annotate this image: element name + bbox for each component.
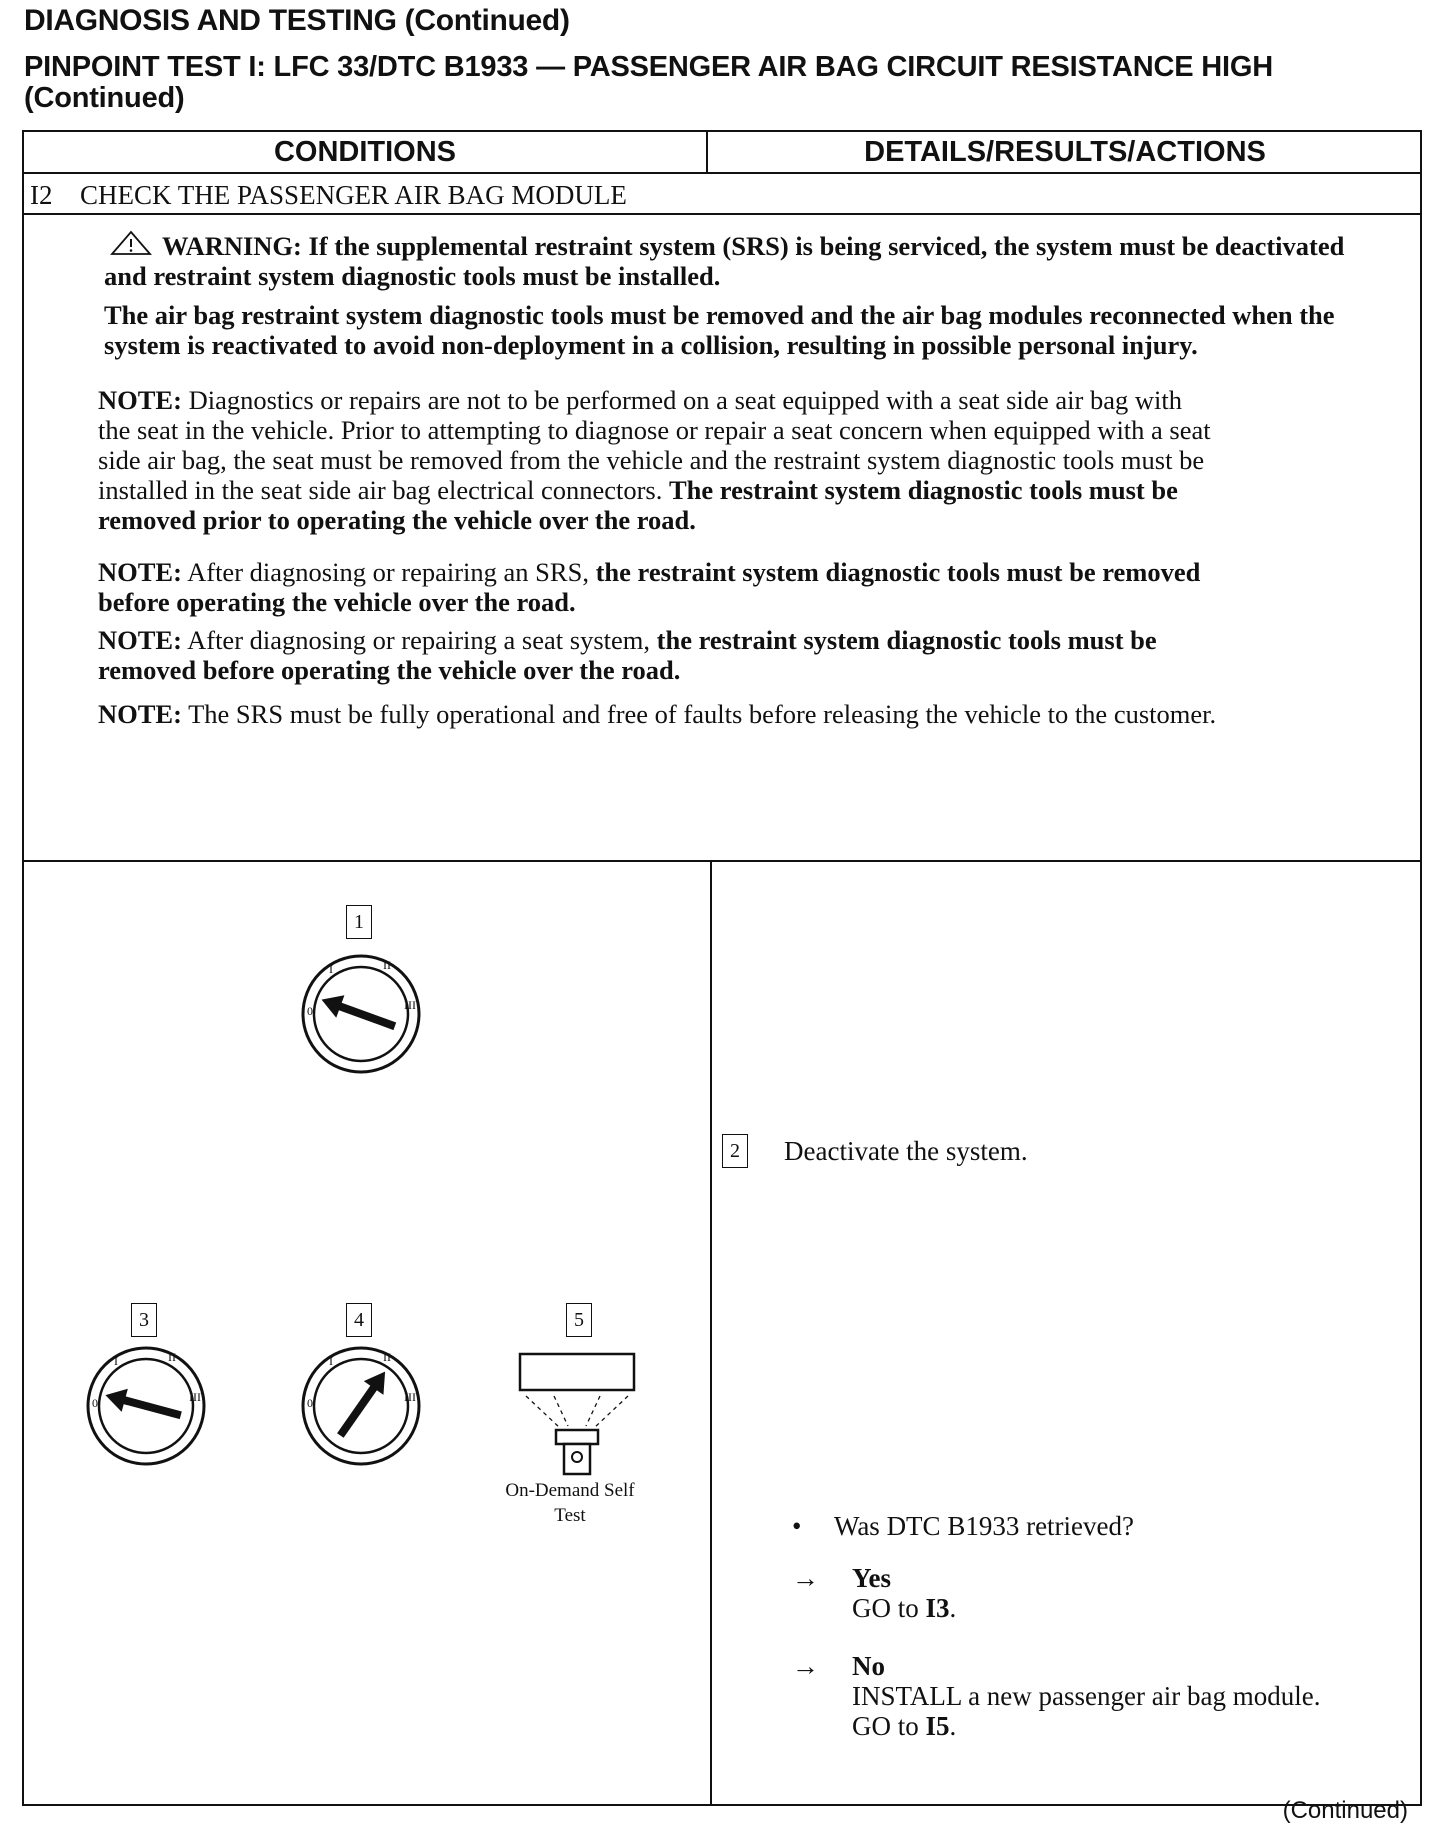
ignition-numeral: I	[329, 962, 333, 976]
note-emphasis: the restraint system diagnostic tools must be removed before operating the vehicle over the road.	[98, 625, 1157, 685]
note-emphasis: The restraint system diagnostic tools must be removed prior to operating the vehicle over the road.	[98, 475, 1178, 535]
action-text: GO to	[852, 1593, 919, 1623]
callout-2: 2	[722, 1134, 748, 1168]
ignition-numeral: II	[383, 958, 391, 972]
warning-text: If the supplemental restraint system (SRS) is being serviced, the system must be deactivated and restraint system diagnostic tools must be installed.	[104, 231, 1345, 291]
callout-4: 4	[346, 1303, 372, 1337]
note-paragraph	[98, 625, 1218, 685]
warning-label: WARNING:	[162, 231, 302, 261]
note-label: NOTE:	[98, 557, 182, 587]
note-paragraph	[98, 699, 1218, 729]
ignition-numeral: 0	[307, 1396, 313, 1410]
row-divider	[24, 172, 1420, 174]
note-text: The SRS must be fully operational and free of faults before releasing the vehicle to the customer.	[188, 699, 1217, 729]
ignition-numeral: 0	[307, 1004, 313, 1018]
action-suffix: .	[949, 1593, 957, 1623]
warning-triangle-icon	[110, 230, 152, 256]
ignition-switch-run-icon	[299, 1344, 423, 1468]
callout-3: 3	[131, 1303, 157, 1337]
ignition-switch-off-icon	[299, 952, 423, 1076]
yes-label: Yes	[852, 1563, 891, 1593]
warning-paragraph	[104, 230, 1364, 291]
note-text: After diagnosing or repairing a seat system,	[187, 625, 650, 655]
column-divider	[706, 132, 708, 172]
note-label: NOTE:	[98, 699, 182, 729]
bullet: •	[792, 1511, 802, 1541]
ignition-numeral: I	[329, 1354, 333, 1368]
note-text: Diagnostics or repairs are not to be performed on a seat equipped with a seat side air bag with the seat in the vehicle. Prior to attempting to diagnose or repair a seat concern when equipped with a seat side air bag, the seat must be removed from the vehicle and the restraint system diagnostic tools must be installed in the seat side air bag electrical connectors.	[98, 385, 1211, 505]
callout-5: 5	[566, 1303, 592, 1337]
no-action	[852, 1711, 956, 1741]
column-header-conditions: CONDITIONS	[273, 135, 457, 168]
action-target: I3	[925, 1593, 950, 1623]
pinpoint-test-title: PINPOINT TEST I: LFC 33/DTC B1933 — PASSENGER AIR BAG CIRCUIT RESISTANCE HIGH (Continued)	[24, 51, 1273, 114]
warning-paragraph-2: The air bag restraint system diagnostic tools must be removed and the air bag modules reconnected when the system is reactivated to avoid non-deployment in a collision, resulting in possible personal injury.	[104, 300, 1335, 360]
caption-line: Test	[554, 1505, 586, 1526]
column-divider	[710, 860, 712, 1806]
note-emphasis: the restraint system diagnostic tools must be removed before operating the vehicle over the road.	[98, 557, 1201, 617]
note-text: After diagnosing or repairing an SRS,	[187, 557, 589, 587]
question-text: Was DTC B1933 retrieved?	[834, 1511, 1134, 1541]
ignition-numeral: III	[404, 998, 416, 1012]
action-target: I5	[925, 1711, 950, 1741]
arrow-icon: →	[792, 1651, 819, 1681]
diagnostic-scan-tool-icon	[514, 1350, 640, 1480]
column-header-details: DETAILS/RESULTS/ACTIONS	[864, 135, 1266, 168]
note-paragraph	[98, 385, 1218, 535]
note-label: NOTE:	[98, 625, 182, 655]
ignition-numeral: II	[383, 1350, 391, 1364]
ignition-numeral: 0	[92, 1396, 98, 1410]
yes-action	[852, 1593, 956, 1623]
ignition-numeral: I	[114, 1354, 118, 1368]
pinpoint-test-table	[22, 130, 1422, 1806]
ignition-numeral: III	[189, 1390, 201, 1404]
note-label: NOTE:	[98, 385, 182, 415]
action-text: GO to	[852, 1711, 919, 1741]
row-divider	[24, 860, 1420, 862]
ignition-numeral: III	[404, 1390, 416, 1404]
note-paragraph	[98, 557, 1218, 617]
ignition-switch-off-icon	[84, 1344, 208, 1468]
no-label: No	[852, 1651, 885, 1681]
arrow-icon: →	[792, 1563, 819, 1593]
instruction-text: Deactivate the system.	[784, 1136, 1028, 1166]
no-action-line: INSTALL a new passenger air bag module.	[852, 1681, 1321, 1711]
step-number: I2	[30, 180, 53, 210]
step-heading	[30, 180, 627, 211]
callout-1: 1	[346, 905, 372, 939]
row-divider	[24, 213, 1420, 215]
ignition-numeral: II	[168, 1350, 176, 1364]
continued-footer: (Continued)	[1282, 1797, 1408, 1824]
caption-line: On-Demand Self	[505, 1480, 635, 1501]
step-title: CHECK THE PASSENGER AIR BAG MODULE	[80, 180, 627, 210]
action-suffix: .	[949, 1711, 957, 1741]
page-title: DIAGNOSIS AND TESTING (Continued)	[24, 4, 570, 37]
scan-tool-caption	[490, 1478, 650, 1528]
